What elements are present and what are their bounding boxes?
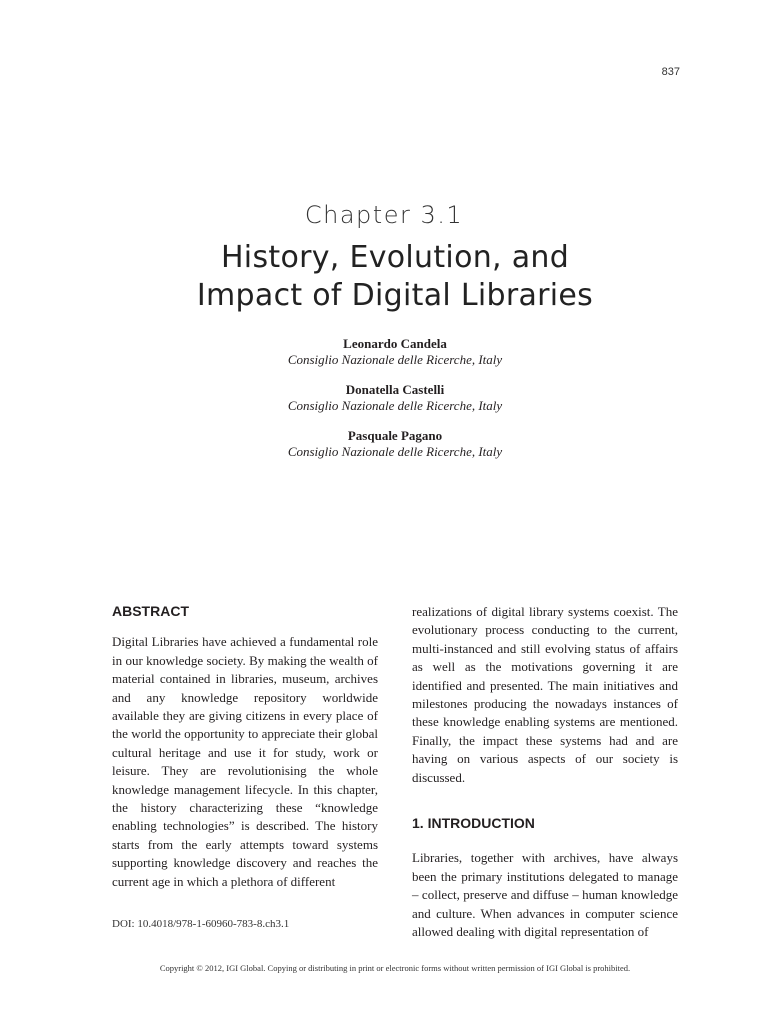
chapter-label: Chapter 3.1 — [304, 201, 464, 229]
author-name: Leonardo Candela — [343, 336, 447, 351]
author-block — [0, 427, 768, 460]
author-list — [0, 335, 768, 473]
author-affiliation: Consiglio Nazionale delle Ricerche, Italy — [287, 398, 503, 413]
author-block — [0, 335, 768, 368]
chapter-title — [0, 239, 768, 315]
abstract-text: Digital Libraries have achieved a fundamental role in our knowledge society. By making the wealth of material contained in libraries, museum, archives and any knowledge repository worldwide available they are giving citizens in every place of the world the opportunity to appreciate their global cultural heritage and use it for study, work or leisure. They are revolutionising the whole knowledge management lifecycle. In this chapter, the history characterizing these “knowledge enabling technologies” is described. The history starts from the early attempts toward systems supporting knowledge discovery and reaches the current age in which a plethora of different — [112, 634, 378, 889]
introduction-heading: 1. INTRODUCTION — [412, 815, 535, 832]
abstract-heading: ABSTRACT — [112, 603, 189, 619]
introduction-text: Libraries, together with archives, have always been the primary institutions delegated to manage – collect, preserve and diffuse – human knowledge and culture. When advances in computer science allowed dealing with digital representation of — [412, 850, 678, 940]
left-column — [112, 602, 378, 891]
page-number: 837 — [661, 66, 680, 78]
title-line-2: Impact of Digital Libraries — [196, 278, 594, 313]
author-affiliation: Consiglio Nazionale delle Ricerche, Italy — [287, 352, 503, 367]
abstract-text-continued: realizations of digital library systems coexist. The evolutionary process conducting to the current, multi-instanced and still evolving status of affairs as well as the motivations governing it are identified and presented. The main initiatives and milestones producing the nowadays instances of these knowledge enabling systems are mentioned. Finally, the impact these systems had and are having on various aspects of our society is discussed. — [412, 604, 678, 785]
author-name: Pasquale Pagano — [347, 428, 443, 443]
doi: DOI: 10.4018/978-1-60960-783-8.ch3.1 — [112, 918, 290, 930]
author-name: Donatella Castelli — [345, 382, 445, 397]
author-affiliation: Consiglio Nazionale delle Ricerche, Italy — [287, 444, 503, 459]
right-column — [412, 603, 678, 942]
title-line-1: History, Evolution, and — [220, 240, 570, 275]
copyright-notice: Copyright © 2012, IGI Global. Copying or distributing in print or electronic forms without written permission of IGI Global is prohibited. — [159, 963, 631, 973]
author-block — [0, 381, 768, 414]
